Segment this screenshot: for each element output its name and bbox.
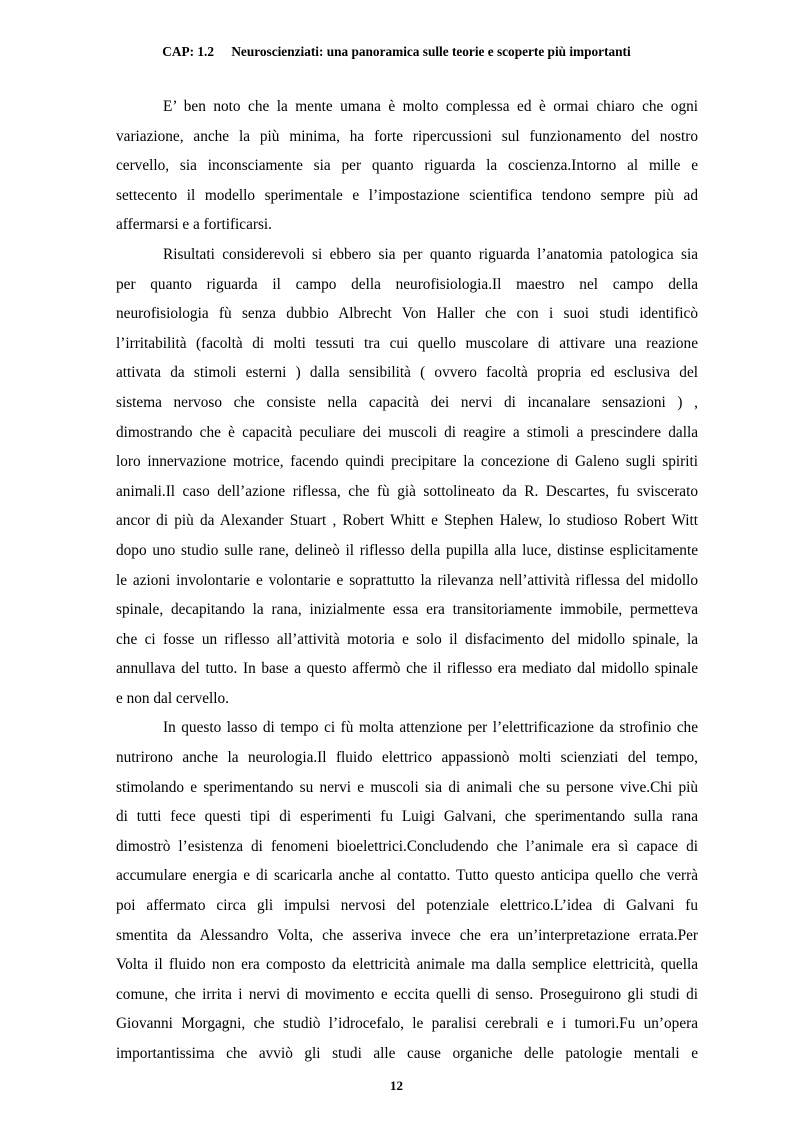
text-line: sistema nervoso che consiste nella capacità dei nervi di incanalare sensazioni ) , bbox=[116, 393, 698, 411]
text-line: comune, che irrita i nervi di movimento e eccita quelli di senso. Proseguirono gli studi di bbox=[116, 985, 698, 1003]
text-line: spinale, decapitando la rana, inizialmente essa era transitoriamente immobile, permetteva bbox=[116, 601, 698, 619]
paragraph bbox=[116, 713, 698, 1068]
text-line: per quanto riguarda il campo della neurofisiologia.Il maestro nel campo della bbox=[116, 275, 698, 293]
text-line: Giovanni Morgagni, che studiò l’idrocefalo, le paralisi cerebrali e i tumori.Fu un’opera bbox=[116, 1015, 698, 1033]
text-line: smentita da Alessandro Volta, che asseriva invece che era un’interpretazione errata.Per bbox=[116, 926, 698, 944]
paragraph bbox=[116, 240, 698, 714]
text-line: loro innervazione motrice, facendo quindi precipitare la concezione di Galeno sugli spiriti bbox=[116, 453, 698, 471]
text-line: E’ ben noto che la mente umana è molto complessa ed è ormai chiaro che ogni bbox=[163, 98, 698, 115]
text-line: neurofisiologia fù senza dubbio Albrecht Von Haller che con i suoi studi identificò bbox=[116, 305, 698, 323]
text-line: dimostrando che è capacità peculiare dei muscoli di reagire a stimoli a prescindere dalla bbox=[116, 423, 698, 441]
text-line: importantissima che avviò gli studi alle cause organiche delle patologie mentali e bbox=[116, 1045, 698, 1062]
text-line: le azioni involontarie e volontarie e soprattutto la rilevanza nell’attività riflessa del midollo bbox=[116, 571, 698, 589]
text-line: nutrirono anche la neurologia.Il fluido elettrico appassionò molti scienziati del tempo, bbox=[116, 749, 698, 767]
text-line: e non dal cervello. bbox=[116, 689, 229, 707]
text-line: In questo lasso di tempo ci fù molta attenzione per l’elettrificazione da strofinio che bbox=[163, 719, 698, 737]
text-line: variazione, anche la più minima, ha forte ripercussioni sul funzionamento del nostro bbox=[116, 127, 698, 145]
paragraph bbox=[116, 92, 698, 240]
text-line: ancor di più da Alexander Stuart , Robert Whitt e Stephen Halew, lo studioso Robert Witt bbox=[116, 512, 698, 530]
text-line: l’irritabilità (facoltà di molti tessuti tra cui quello muscolare di attivare una reazione bbox=[116, 334, 698, 352]
body-text bbox=[116, 92, 698, 1069]
text-line: dimostrò l’esistenza di fenomeni bioelettrici.Concludendo che l’animale era sì capace di bbox=[116, 837, 698, 855]
running-header bbox=[0, 44, 793, 60]
text-line: affermarsi e a fortificarsi. bbox=[116, 216, 273, 234]
text-line: di tutti fece questi tipi di esperimenti fu Luigi Galvani, che sperimentando sulla rana bbox=[116, 808, 698, 826]
text-line: poi affermato circa gli impulsi nervosi del potenziale elettrico.L’idea di Galvani fu bbox=[116, 897, 698, 915]
chapter-number: CAP: 1.2 bbox=[162, 44, 214, 59]
text-line: Risultati considerevoli si ebbero sia per quanto riguarda l’anatomia patologica sia bbox=[163, 245, 698, 263]
text-line: stimolando e sperimentando su nervi e muscoli sia di animali che su persone vive.Chi più bbox=[116, 778, 698, 796]
page-number: 12 bbox=[390, 1078, 403, 1093]
text-line: dopo uno studio sulle rane, delineò il riflesso della pupilla alla luce, distinse esplicitamente bbox=[116, 541, 698, 559]
text-line: animali.Il caso dell’azione riflessa, che fù già sottolineato da R. Descartes, fu sviscerato bbox=[116, 482, 698, 500]
text-line: attivata da stimoli esterni ) dalla sensibilità ( ovvero facoltà propria ed esclusiva del bbox=[116, 364, 698, 382]
text-line: settecento il modello sperimentale e l’impostazione scientifica tendono sempre più ad bbox=[116, 186, 698, 204]
text-line: annullava del tutto. In base a questo affermò che il riflesso era mediato dal midollo spinale bbox=[116, 660, 698, 678]
text-line: Volta il fluido non era composto da elettricità animale ma dalla semplice elettricità, quella bbox=[116, 956, 698, 974]
text-line: che ci fosse un riflesso all’attività motoria e solo il disfacimento del midollo spinale, la bbox=[116, 630, 698, 648]
chapter-title: Neuroscienziati: una panoramica sulle teorie e scoperte più importanti bbox=[231, 44, 631, 59]
text-line: accumulare energia e di scaricarla anche al contatto. Tutto questo anticipa quello che verrà bbox=[116, 867, 698, 885]
text-line: cervello, sia inconsciamente sia per quanto riguarda la coscienza.Intorno al mille e bbox=[116, 157, 698, 175]
